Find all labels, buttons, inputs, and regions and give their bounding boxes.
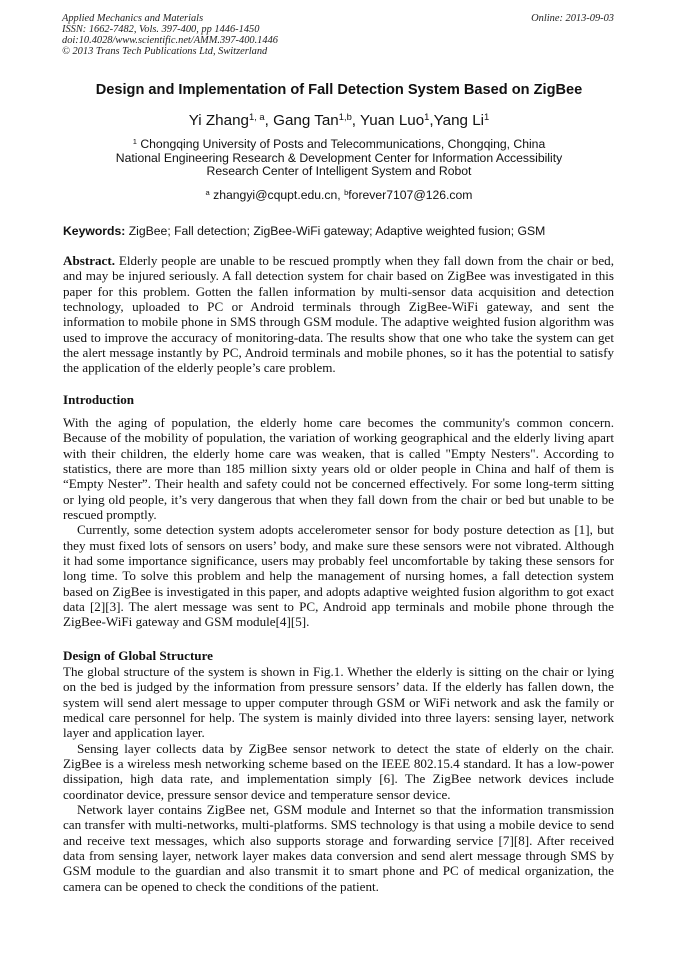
online-date: Online: 2013-09-03 bbox=[531, 13, 614, 24]
copyright-line: © 2013 Trans Tech Publications Ltd, Switzerland bbox=[62, 46, 268, 57]
paragraph: With the aging of population, the elderly home care becomes the community's common concern. Because of the mobility of population, the variation of working geographical and the elderly living apart with their children, the elderly home care was weaken, that is called "Empty Nesters". According to statistics, there are more than 185 million sixty years old or older people in China and half of them is “Empty Nester”. Their health and safety could not be concerned effectively. For some long-term sitting or lying old people, it’s very dangerous that when they fall down from the chair or bed but unable to be rescued promptly. bbox=[63, 415, 614, 523]
email-address: forever7107@126.com bbox=[348, 188, 473, 202]
journal-name: Applied Mechanics and Materials bbox=[62, 13, 204, 24]
paper-title: Design and Implementation of Fall Detection System Based on ZigBee bbox=[95, 82, 583, 98]
author-emails bbox=[0, 188, 678, 202]
paragraph: Sensing layer collects data by ZigBee sensor network to detect the state of elderly on the chair. ZigBee is a wireless mesh networking scheme based on the IEEE 802.15.4 standard. It has a low-power dissipation, high data rate, and implementation simply [6]. The ZigBee network devices include coordinator device, pressure sensor device and temperature sensor device. bbox=[63, 740, 614, 802]
affiliation-line: National Engineering Research & Development Center for Information Accessibility bbox=[115, 150, 563, 165]
section-global-structure bbox=[63, 664, 614, 894]
affiliation-line bbox=[0, 138, 678, 152]
abstract-text: Elderly people are unable to be rescued promptly when they fall down from the chair or bed, and may be injured seriously. A fall detection system for chair based on ZigBee was investigated in this paper for this problem. Gotten the fallen information by multi-sensor data acquisition and detection technology, uploaded to PC or Android terminals through ZigBee-WiFi gateway, and sent the information to mobile phone in SMS through GSM module. The adaptive weighted fusion algorithm was used to improve the accuracy of monitoring-data. The results show that one who take the system can get the alert message instantly by PC, Android terminals and mobile phones, so it has the potential to satisfy the application of the elderly people’s care problem. bbox=[63, 253, 614, 376]
email-address: zhangyi@cqupt.edu.cn, bbox=[209, 188, 345, 202]
author-name: Yang Li bbox=[433, 112, 485, 129]
author-name: Yuan Luo bbox=[359, 112, 425, 129]
author-separator: , bbox=[429, 112, 434, 129]
author-list bbox=[0, 112, 678, 130]
abstract-label: Abstract. bbox=[63, 253, 115, 268]
keywords-text: ZigBee; Fall detection; ZigBee-WiFi gateway; Adaptive weighted fusion; GSM bbox=[125, 224, 546, 238]
author-separator: , bbox=[351, 112, 360, 129]
issn-line: ISSN: 1662-7482, Vols. 397-400, pp 1446-1450 bbox=[62, 24, 260, 35]
section-heading-introduction: Introduction bbox=[63, 392, 135, 407]
author-affiliation-mark: 1 bbox=[424, 110, 430, 122]
keywords-label: Keywords: bbox=[63, 224, 126, 238]
email-mark: a bbox=[205, 187, 210, 197]
author-affiliation-mark: 1,b bbox=[338, 110, 352, 122]
doi-line: doi:10.4028/www.scientific.net/AMM.397-400.1446 bbox=[62, 35, 278, 46]
paragraph: Currently, some detection system adopts accelerometer sensor for body posture detection as [1], but they must fixed lots of sensors on users’ body, and make sure these sensors were not vibrated. Although it had some importance significance, users may probably feel uncomfortable by taking these sensors for long time. To solve this problem and help the management of nursing homes, a fall detection system based on ZigBee is investigated in this paper, and adopts adaptive weighted fusion algorithm to got exact data [2][3]. The alert message was sent to PC, Android app terminals and mobile phone through the ZigBee-WiFi gateway and GSM module[4][5]. bbox=[63, 522, 614, 630]
email-mark: b bbox=[344, 187, 349, 197]
section-heading-global-structure: Design of Global Structure bbox=[63, 648, 213, 663]
author-affiliation-mark: 1 bbox=[484, 110, 490, 122]
author-affiliation-mark: 1, a bbox=[248, 110, 265, 122]
keywords bbox=[63, 224, 623, 238]
author-name: Yi Zhang bbox=[188, 112, 249, 129]
affiliation-line: Research Center of Intelligent System and Robot bbox=[206, 164, 472, 179]
section-introduction bbox=[63, 415, 614, 630]
paragraph: Network layer contains ZigBee net, GSM module and Internet so that the information transmission can transfer with multi-networks, multi-platforms. SMS technology is that using a mobile device to send and receive text messages, which also supports storage and forwarding service [7][8]. After received data from sensing layer, network layer makes data conversion and send alert message through SMS by GSM module to the guardian and also transmit it to smart phone and PC of medical organization, the camera can be opened to check the conditions of the patient. bbox=[63, 802, 614, 894]
author-separator: , bbox=[264, 112, 274, 129]
affiliation-text: Chongqing University of Posts and Telecommunications, Chongqing, China bbox=[136, 137, 546, 151]
author-name: Gang Tan bbox=[273, 112, 339, 129]
affiliations bbox=[0, 138, 678, 179]
affiliation-mark: 1 bbox=[132, 136, 137, 146]
abstract bbox=[63, 253, 614, 376]
paragraph: The global structure of the system is shown in Fig.1. Whether the elderly is sitting on the chair or lying on the bed is judged by the information from pressure sensors’ data. If the elderly has fallen down, the system will send alert message to upper computer through GSM or WiFi network and ask the family or medical care personnel for help. The system is mainly divided into three layers: sensing layer, network layer and application layer. bbox=[63, 664, 614, 741]
